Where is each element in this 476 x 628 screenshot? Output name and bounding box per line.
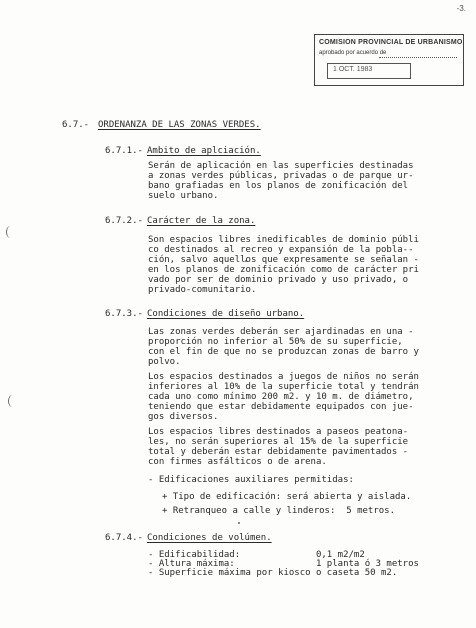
text-line: privado-comunitario. [148, 285, 257, 295]
punch-hole-mark [6, 226, 15, 238]
text-line: proporción no inferior al 50% de su superficie, [148, 337, 403, 347]
subsection-title: Condiciones de diseño urbano. [147, 309, 305, 319]
text-line: Las zonas verdes deberán ser ajardinadas en una - [148, 327, 414, 337]
text-line: co destinados al recreo y expansión de la pobla-- [148, 245, 414, 255]
text-line: inferiores al 10% de la superficie total y tendrán [148, 382, 419, 392]
text-line: suelo urbano. [148, 191, 219, 201]
subsection-number: 6.7.4.- [105, 533, 143, 543]
subsection-title: Ambito de aplciación. [147, 146, 261, 156]
stamp-date: 1 OCT. 1983 [333, 66, 373, 73]
text-line: les, no serán superiores al 15% de la superficie [148, 437, 409, 447]
text-line: ción, salvo aquellos que expresamente se señalan - [148, 255, 419, 265]
text-line: Serán de aplicación en las superficies destinadas [148, 161, 414, 171]
volume-row: - Altura máxima: 1 planta ó 3 metros [148, 559, 419, 569]
text-line: Los espacios libres destinados a paseos peatona- [148, 427, 409, 437]
edificaciones-item: + Tipo de edificación: será abierta y aislada. [162, 492, 412, 502]
subsection-number: 6.7.2.- [105, 216, 143, 226]
subsection-title: Condiciones de volúmen. [147, 533, 272, 543]
volume-row: - Edificabilidad: 0,1 m2/m2 [148, 550, 365, 560]
text-line: polvo. [148, 357, 181, 367]
text-line: cada uno como mínimo 200 m2. y 10 m. de diámetro, [148, 392, 414, 402]
text-line: teniendo que estar debidamente equipados con jue- [148, 402, 414, 412]
text-line: vado por ser de dominio privado y uso privado, o [148, 275, 409, 285]
text-line: con el fin de que no se produzcan zonas de barro y [148, 347, 419, 357]
edificaciones-heading: - Edificaciones auxiliares permitidas: [148, 475, 354, 485]
speck [238, 522, 240, 524]
subsection-title: Carácter de la zona. [147, 216, 256, 226]
text-line: a zonas verdes públicas, privadas o de parque ur- [148, 171, 414, 181]
text-line: gos diversos. [148, 412, 219, 422]
section-number: 6.7.- [62, 120, 90, 130]
text-line: Los espacios destinados a juegos de niños no serán [148, 372, 419, 382]
subsection-number: 6.7.3.- [105, 309, 143, 319]
subsection-number: 6.7.1.- [105, 146, 143, 156]
text-line: en los planos de zonificación como de carácter pri [148, 265, 419, 275]
text-line: Son espacios libres inedificables de dominio públi [148, 235, 419, 245]
text-line: con firmes asfálticos o de arena. [148, 457, 327, 467]
text-line: total y deberán estar debidamente pavimentados - [148, 447, 409, 457]
approval-stamp [314, 34, 464, 86]
stamp-approval-text: aprobado por acuerdo de [319, 50, 387, 56]
punch-hole-mark [8, 395, 17, 407]
stamp-commission: COMISION PROVINCIAL DE URBANISMO [319, 39, 463, 46]
edificaciones-item: + Retranqueo a calle y linderos: 5 metros. [162, 506, 395, 516]
text-line: bano grafiadas en los planos de zonificación del [148, 181, 409, 191]
page-number: -3. [456, 4, 466, 13]
volume-row: - Superficie máxima por kiosco o caseta 50 m2. [148, 568, 398, 578]
stamp-dotted-line [379, 57, 457, 58]
section-title: ORDENANZA DE LAS ZONAS VERDES. [98, 120, 261, 130]
